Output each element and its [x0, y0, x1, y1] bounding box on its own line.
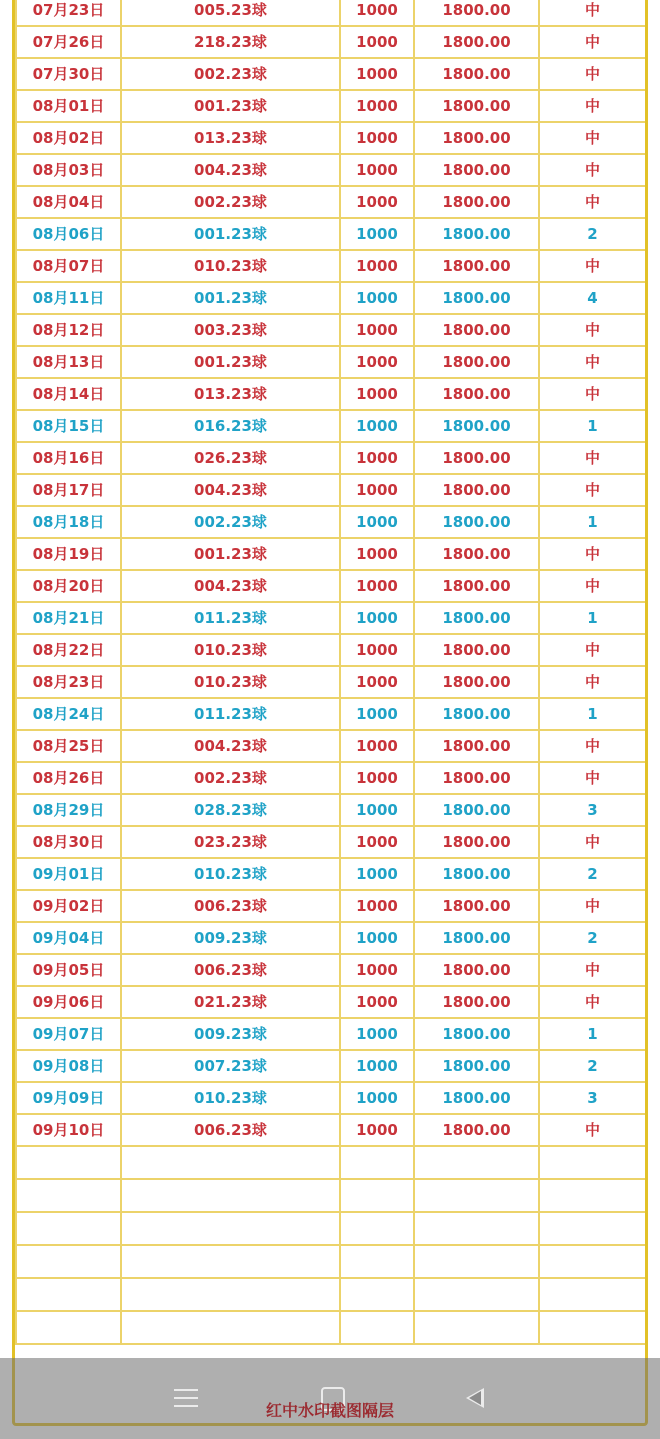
date-cell: 08月12日 [16, 314, 121, 346]
table-row [16, 506, 646, 538]
date-cell: 08月23日 [16, 666, 121, 698]
ball-number-cell: 004.23球 [121, 474, 340, 506]
stake-cell: 1000 [340, 1050, 414, 1082]
result-cell: 中 [539, 890, 646, 922]
table-row [16, 698, 646, 730]
empty-cell [121, 1245, 340, 1278]
amount-cell: 1800.00 [414, 794, 539, 826]
ball-number-cell: 006.23球 [121, 1114, 340, 1146]
stake-cell: 1000 [340, 0, 414, 26]
date-cell: 09月04日 [16, 922, 121, 954]
ball-number-cell: 002.23球 [121, 506, 340, 538]
empty-cell [539, 1212, 646, 1245]
date-cell: 08月04日 [16, 186, 121, 218]
ball-number-cell: 003.23球 [121, 314, 340, 346]
stake-cell: 1000 [340, 442, 414, 474]
table-row [16, 378, 646, 410]
stake-cell: 1000 [340, 58, 414, 90]
amount-cell: 1800.00 [414, 346, 539, 378]
amount-cell: 1800.00 [414, 730, 539, 762]
amount-cell: 1800.00 [414, 122, 539, 154]
empty-cell [16, 1245, 121, 1278]
date-cell: 07月30日 [16, 58, 121, 90]
table-row [16, 58, 646, 90]
stake-cell: 1000 [340, 282, 414, 314]
table-row [16, 1018, 646, 1050]
empty-cell [16, 1311, 121, 1344]
date-cell: 08月24日 [16, 698, 121, 730]
result-cell: 中 [539, 762, 646, 794]
stake-cell: 1000 [340, 762, 414, 794]
empty-cell [16, 1212, 121, 1245]
result-cell: 中 [539, 90, 646, 122]
table-row [16, 634, 646, 666]
date-cell: 08月07日 [16, 250, 121, 282]
amount-cell: 1800.00 [414, 954, 539, 986]
result-cell: 3 [539, 794, 646, 826]
watermark-text: 红中水印截图隔层 [265, 1401, 394, 1420]
empty-table-row [16, 1179, 646, 1212]
ball-number-cell: 001.23球 [121, 346, 340, 378]
amount-cell: 1800.00 [414, 186, 539, 218]
empty-cell [340, 1278, 414, 1311]
empty-cell [539, 1245, 646, 1278]
stake-cell: 1000 [340, 154, 414, 186]
result-cell: 中 [539, 0, 646, 26]
ledger-table [15, 0, 647, 1345]
date-cell: 09月09日 [16, 1082, 121, 1114]
ledger-body [16, 0, 646, 1344]
date-cell: 09月01日 [16, 858, 121, 890]
table-row [16, 218, 646, 250]
result-cell: 1 [539, 602, 646, 634]
ball-number-cell: 006.23球 [121, 890, 340, 922]
stake-cell: 1000 [340, 1114, 414, 1146]
result-cell: 2 [539, 922, 646, 954]
empty-cell [16, 1278, 121, 1311]
date-cell: 09月02日 [16, 890, 121, 922]
result-cell: 中 [539, 826, 646, 858]
result-cell: 中 [539, 474, 646, 506]
amount-cell: 1800.00 [414, 666, 539, 698]
empty-cell [121, 1179, 340, 1212]
date-cell: 08月20日 [16, 570, 121, 602]
ball-number-cell: 001.23球 [121, 282, 340, 314]
table-row [16, 154, 646, 186]
amount-cell: 1800.00 [414, 218, 539, 250]
table-row [16, 538, 646, 570]
amount-cell: 1800.00 [414, 282, 539, 314]
date-cell: 08月06日 [16, 218, 121, 250]
empty-cell [414, 1278, 539, 1311]
empty-cell [414, 1146, 539, 1179]
date-cell: 08月13日 [16, 346, 121, 378]
amount-cell: 1800.00 [414, 922, 539, 954]
result-cell: 3 [539, 1082, 646, 1114]
table-row [16, 314, 646, 346]
table-row [16, 474, 646, 506]
stake-cell: 1000 [340, 26, 414, 58]
ball-number-cell: 013.23球 [121, 122, 340, 154]
empty-cell [340, 1311, 414, 1344]
result-cell: 中 [539, 986, 646, 1018]
amount-cell: 1800.00 [414, 698, 539, 730]
ball-number-cell: 004.23球 [121, 570, 340, 602]
stake-cell: 1000 [340, 570, 414, 602]
ball-number-cell: 013.23球 [121, 378, 340, 410]
date-cell: 08月02日 [16, 122, 121, 154]
amount-cell: 1800.00 [414, 314, 539, 346]
result-cell: 中 [539, 378, 646, 410]
date-cell: 07月23日 [16, 0, 121, 26]
result-cell: 1 [539, 506, 646, 538]
ball-number-cell: 009.23球 [121, 922, 340, 954]
amount-cell: 1800.00 [414, 90, 539, 122]
amount-cell: 1800.00 [414, 602, 539, 634]
empty-cell [414, 1212, 539, 1245]
table-row [16, 1082, 646, 1114]
empty-table-row [16, 1146, 646, 1179]
empty-cell [121, 1146, 340, 1179]
stake-cell: 1000 [340, 474, 414, 506]
ball-number-cell: 001.23球 [121, 538, 340, 570]
ball-number-cell: 028.23球 [121, 794, 340, 826]
date-cell: 08月17日 [16, 474, 121, 506]
amount-cell: 1800.00 [414, 154, 539, 186]
table-row [16, 954, 646, 986]
amount-cell: 1800.00 [414, 442, 539, 474]
table-row [16, 250, 646, 282]
ball-number-cell: 010.23球 [121, 858, 340, 890]
stake-cell: 1000 [340, 1018, 414, 1050]
empty-cell [340, 1245, 414, 1278]
table-row [16, 186, 646, 218]
empty-cell [539, 1179, 646, 1212]
empty-table-row [16, 1278, 646, 1311]
ball-number-cell: 010.23球 [121, 634, 340, 666]
table-row [16, 282, 646, 314]
result-cell: 1 [539, 410, 646, 442]
result-cell: 1 [539, 698, 646, 730]
amount-cell: 1800.00 [414, 890, 539, 922]
table-row [16, 442, 646, 474]
table-row [16, 730, 646, 762]
result-cell: 中 [539, 634, 646, 666]
amount-cell: 1800.00 [414, 538, 539, 570]
table-row [16, 90, 646, 122]
empty-cell [340, 1146, 414, 1179]
result-cell: 中 [539, 154, 646, 186]
stake-cell: 1000 [340, 410, 414, 442]
table-row [16, 986, 646, 1018]
date-cell: 08月26日 [16, 762, 121, 794]
table-row [16, 1114, 646, 1146]
ledger-sheet [12, 0, 648, 1426]
stake-cell: 1000 [340, 602, 414, 634]
table-row [16, 762, 646, 794]
ball-number-cell: 010.23球 [121, 250, 340, 282]
empty-cell [414, 1179, 539, 1212]
amount-cell: 1800.00 [414, 1114, 539, 1146]
date-cell: 08月30日 [16, 826, 121, 858]
stake-cell: 1000 [340, 794, 414, 826]
empty-cell [121, 1278, 340, 1311]
stake-cell: 1000 [340, 346, 414, 378]
table-row [16, 666, 646, 698]
amount-cell: 1800.00 [414, 1082, 539, 1114]
ball-number-cell: 004.23球 [121, 154, 340, 186]
date-cell: 08月16日 [16, 442, 121, 474]
empty-table-row [16, 1245, 646, 1278]
empty-cell [340, 1179, 414, 1212]
stake-cell: 1000 [340, 730, 414, 762]
ball-number-cell: 007.23球 [121, 1050, 340, 1082]
empty-cell [340, 1212, 414, 1245]
date-cell: 09月06日 [16, 986, 121, 1018]
result-cell: 中 [539, 1114, 646, 1146]
date-cell: 09月07日 [16, 1018, 121, 1050]
table-row [16, 122, 646, 154]
ball-number-cell: 002.23球 [121, 186, 340, 218]
date-cell: 08月03日 [16, 154, 121, 186]
result-cell: 中 [539, 570, 646, 602]
amount-cell: 1800.00 [414, 378, 539, 410]
table-row [16, 858, 646, 890]
empty-cell [539, 1311, 646, 1344]
table-row [16, 346, 646, 378]
date-cell: 08月01日 [16, 90, 121, 122]
ball-number-cell: 011.23球 [121, 602, 340, 634]
date-cell: 08月25日 [16, 730, 121, 762]
amount-cell: 1800.00 [414, 58, 539, 90]
ball-number-cell: 001.23球 [121, 218, 340, 250]
table-row [16, 794, 646, 826]
amount-cell: 1800.00 [414, 634, 539, 666]
ball-number-cell: 026.23球 [121, 442, 340, 474]
result-cell: 中 [539, 186, 646, 218]
empty-cell [16, 1179, 121, 1212]
date-cell: 08月29日 [16, 794, 121, 826]
stake-cell: 1000 [340, 826, 414, 858]
stake-cell: 1000 [340, 954, 414, 986]
empty-cell [121, 1311, 340, 1344]
amount-cell: 1800.00 [414, 410, 539, 442]
stake-cell: 1000 [340, 122, 414, 154]
date-cell: 09月05日 [16, 954, 121, 986]
result-cell: 中 [539, 26, 646, 58]
stake-cell: 1000 [340, 890, 414, 922]
table-row [16, 0, 646, 26]
date-cell: 09月08日 [16, 1050, 121, 1082]
date-cell: 08月22日 [16, 634, 121, 666]
stake-cell: 1000 [340, 538, 414, 570]
result-cell: 2 [539, 1050, 646, 1082]
ball-number-cell: 001.23球 [121, 90, 340, 122]
ball-number-cell: 011.23球 [121, 698, 340, 730]
ball-number-cell: 023.23球 [121, 826, 340, 858]
ball-number-cell: 218.23球 [121, 26, 340, 58]
table-row [16, 602, 646, 634]
table-row [16, 26, 646, 58]
table-row [16, 922, 646, 954]
result-cell: 1 [539, 1018, 646, 1050]
empty-cell [539, 1146, 646, 1179]
ball-number-cell: 010.23球 [121, 666, 340, 698]
amount-cell: 1800.00 [414, 26, 539, 58]
result-cell: 中 [539, 122, 646, 154]
date-cell: 08月18日 [16, 506, 121, 538]
ball-number-cell: 004.23球 [121, 730, 340, 762]
stake-cell: 1000 [340, 698, 414, 730]
amount-cell: 1800.00 [414, 986, 539, 1018]
amount-cell: 1800.00 [414, 1050, 539, 1082]
stake-cell: 1000 [340, 1082, 414, 1114]
ball-number-cell: 016.23球 [121, 410, 340, 442]
stake-cell: 1000 [340, 378, 414, 410]
date-cell: 09月10日 [16, 1114, 121, 1146]
empty-table-row [16, 1311, 646, 1344]
stake-cell: 1000 [340, 186, 414, 218]
stake-cell: 1000 [340, 90, 414, 122]
empty-cell [539, 1278, 646, 1311]
result-cell: 4 [539, 282, 646, 314]
stake-cell: 1000 [340, 250, 414, 282]
result-cell: 中 [539, 314, 646, 346]
ball-number-cell: 010.23球 [121, 1082, 340, 1114]
result-cell: 2 [539, 218, 646, 250]
result-cell: 中 [539, 442, 646, 474]
date-cell: 08月21日 [16, 602, 121, 634]
ball-number-cell: 002.23球 [121, 762, 340, 794]
table-row [16, 570, 646, 602]
stake-cell: 1000 [340, 666, 414, 698]
stake-cell: 1000 [340, 314, 414, 346]
table-row [16, 1050, 646, 1082]
empty-cell [414, 1245, 539, 1278]
ball-number-cell: 009.23球 [121, 1018, 340, 1050]
ball-number-cell: 006.23球 [121, 954, 340, 986]
amount-cell: 1800.00 [414, 762, 539, 794]
result-cell: 中 [539, 538, 646, 570]
date-cell: 08月11日 [16, 282, 121, 314]
amount-cell: 1800.00 [414, 858, 539, 890]
amount-cell: 1800.00 [414, 570, 539, 602]
ball-number-cell: 021.23球 [121, 986, 340, 1018]
table-row [16, 890, 646, 922]
stake-cell: 1000 [340, 922, 414, 954]
table-row [16, 826, 646, 858]
empty-cell [121, 1212, 340, 1245]
stake-cell: 1000 [340, 634, 414, 666]
result-cell: 中 [539, 250, 646, 282]
result-cell: 中 [539, 730, 646, 762]
empty-table-row [16, 1212, 646, 1245]
amount-cell: 1800.00 [414, 826, 539, 858]
amount-cell: 1800.00 [414, 506, 539, 538]
date-cell: 08月15日 [16, 410, 121, 442]
empty-cell [414, 1311, 539, 1344]
result-cell: 中 [539, 346, 646, 378]
ball-number-cell: 002.23球 [121, 58, 340, 90]
amount-cell: 1800.00 [414, 1018, 539, 1050]
date-cell: 08月14日 [16, 378, 121, 410]
stake-cell: 1000 [340, 218, 414, 250]
ball-number-cell: 005.23球 [121, 0, 340, 26]
date-cell: 08月19日 [16, 538, 121, 570]
table-row [16, 410, 646, 442]
result-cell: 中 [539, 58, 646, 90]
result-cell: 中 [539, 666, 646, 698]
amount-cell: 1800.00 [414, 474, 539, 506]
stake-cell: 1000 [340, 858, 414, 890]
amount-cell: 1800.00 [414, 0, 539, 26]
stake-cell: 1000 [340, 986, 414, 1018]
stake-cell: 1000 [340, 506, 414, 538]
empty-cell [16, 1146, 121, 1179]
result-cell: 2 [539, 858, 646, 890]
date-cell: 07月26日 [16, 26, 121, 58]
amount-cell: 1800.00 [414, 250, 539, 282]
result-cell: 中 [539, 954, 646, 986]
